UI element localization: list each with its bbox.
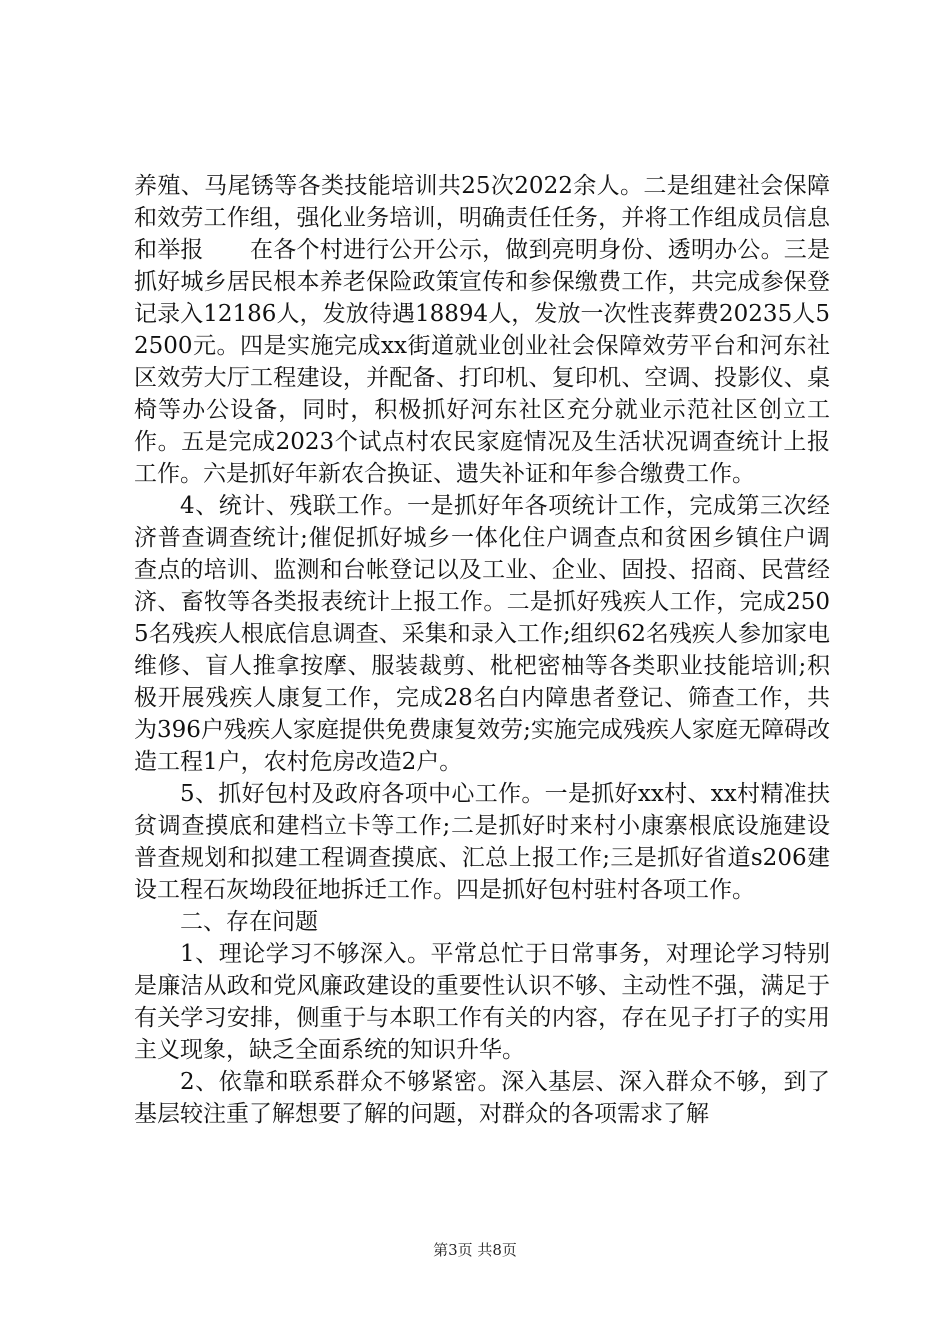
document-body — [134, 170, 830, 1130]
paragraph-social-security: 养殖、马尾锈等各类技能培训共25次2022余人。二是组建社会保障和效劳工作组，强化业务培训，明确责任任务，并将工作组成员信息和举报 在各个村进行公开公示，做到亮明身份、透明办公。三是抓好城乡居民根本养老保险政策宣传和参保缴费工作，共完成参保登记录入12186人，发放待遇18894人，发放一次性丧葬费20235人52500元。四是实施完成xx街道就业创业社会保障效劳平台和河东社区效劳大厅工程建设，并配备、打印机、复印机、空调、投影仪、桌椅等办公设备，同时，积极抓好河东社区充分就业示范社区创立工作。五是完成2023个试点村农民家庭情况及生活状况调查统计上报工作。六是抓好年新农合换证、遗失补证和年参合缴费工作。 — [134, 173, 830, 487]
paragraph-village-work: 5、抓好包村及政府各项中心工作。一是抓好xx村、xx村精准扶贫调查摸底和建档立卡等工作;二是抓好时来村小康寨根底设施建设普查规划和拟建工程调查摸底、汇总上报工作;三是抓好省道s206建设工程石灰坳段征地拆迁工作。四是抓好包村驻村各项工作。 — [134, 781, 830, 903]
paragraph-statistics-disability: 4、统计、残联工作。一是抓好年各项统计工作，完成第三次经济普查调查统计;催促抓好城乡一体化住户调查点和贫困乡镇住户调查点的培训、监测和台帐登记以及工业、企业、固投、招商、民营经济、畜牧等各类报表统计上报工作。二是抓好残疾人工作，完成2505名残疾人根底信息调查、采集和录入工作;组织62名残疾人参加家电维修、盲人推拿按摩、服装裁剪、枇杷密柚等各类职业技能培训;积极开展残疾人康复工作，完成28名白内障患者登记、筛查工作，共为396户残疾人家庭提供免费康复效劳;实施完成残疾人家庭无障碍改造工程1户，农村危房改造2户。 — [134, 493, 830, 775]
section-heading-problems: 二、存在问题 — [180, 909, 318, 935]
paragraph-mass-contact: 2、依靠和联系群众不够紧密。深入基层、深入群众不够，到了基层较注重了解想要了解的问题，对群众的各项需求了解 — [134, 1069, 830, 1127]
page-footer: 第3页 共8页 — [433, 1241, 517, 1259]
paragraph-theory-study: 1、理论学习不够深入。平常总忙于日常事务，对理论学习特别是廉洁从政和党风廉政建设的重要性认识不够、主动性不强，满足于有关学习安排，侧重于与本职工作有关的内容，存在见子打子的实用主义现象，缺乏全面系统的知识升华。 — [134, 941, 830, 1063]
